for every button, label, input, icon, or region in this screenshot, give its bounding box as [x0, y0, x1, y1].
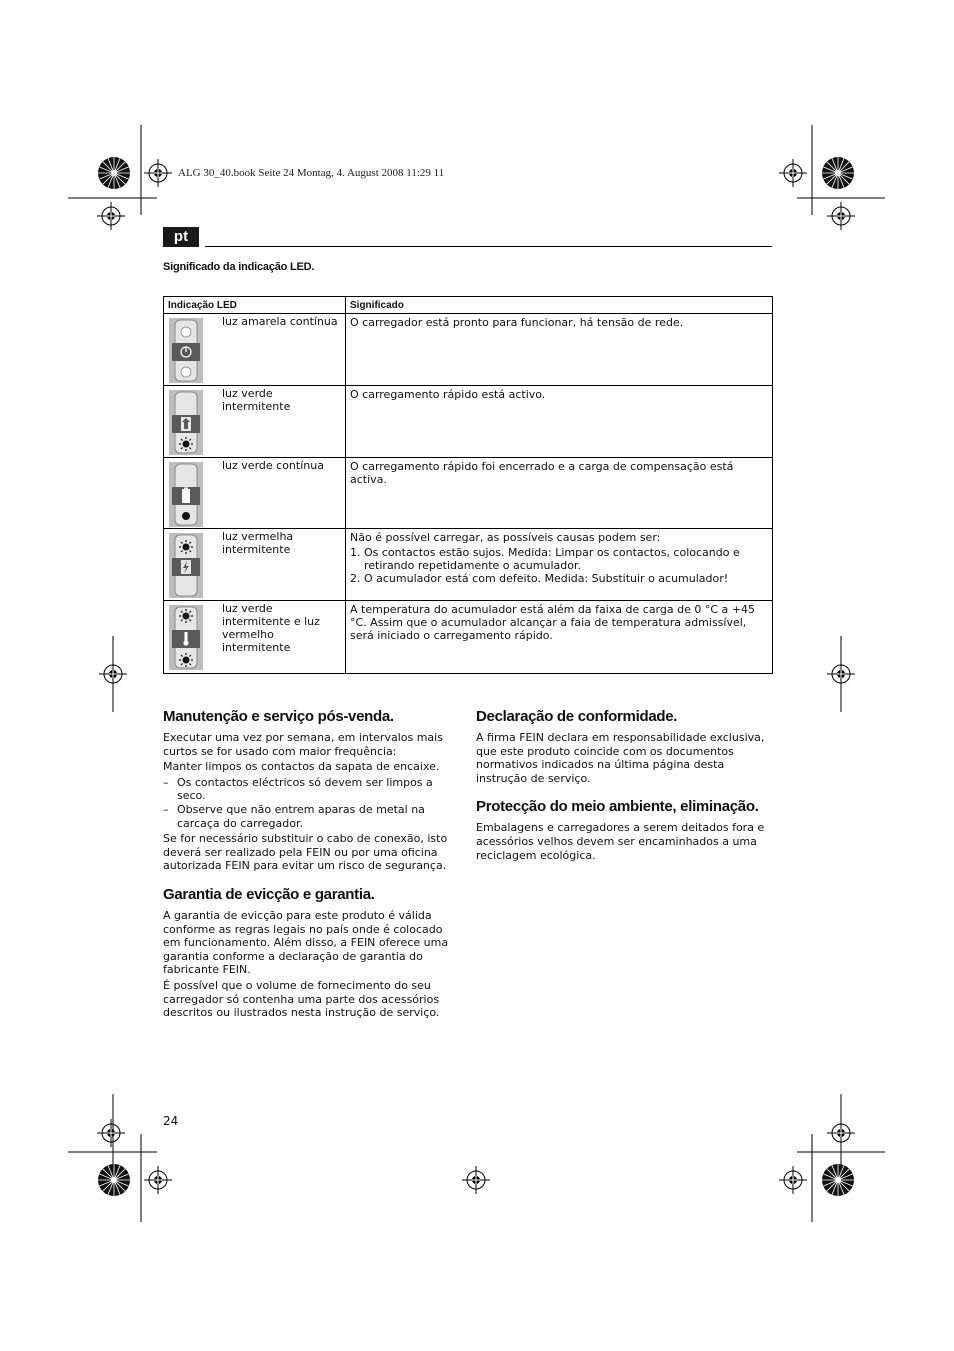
- maintenance-paragraph: Se for necessário substituir o cabo de conexão, isto deverá ser realizado pela FEIN ou por uma oficina autorizada FEIN para evitar um risco de segurança.: [163, 832, 448, 873]
- language-badge: pt: [163, 227, 199, 247]
- maintenance-heading: Manutenção e serviço pós-venda.: [163, 708, 394, 725]
- cause-list: [350, 546, 768, 585]
- meaning-text: O carregador está pronto para funcionar, há tensão de rede.: [350, 316, 684, 329]
- list-dash: –: [163, 775, 169, 789]
- maintenance-paragraph: Executar uma vez por semana, em intervalos mais curtos se for usado com maior frequência:: [163, 731, 443, 758]
- page-number: 24: [163, 1114, 179, 1128]
- led-table-row: [164, 529, 773, 601]
- led-table-row: [164, 386, 773, 458]
- section-heading: Significado da indicação LED.: [163, 261, 315, 273]
- meaning-cell: [346, 529, 773, 601]
- maintenance-paragraph: Manter limpos os contactos da sapata de encaixe.: [163, 760, 440, 774]
- print-header: ALG 30_40.book Seite 24 Montag, 4. August 2008 11:29 11: [178, 167, 445, 179]
- list-dash: –: [163, 802, 169, 816]
- cause-item: 2. O acumulador está com defeito. Medida: Substituir o acumulador!: [350, 572, 729, 585]
- maintenance-list-item: – Observe que não entrem aparas de metal na carcaça do carregador.: [163, 802, 425, 830]
- cause-item: 1. Os contactos estão sujos. Medida: Limpar os contactos, colocando e retirando repetidamente o acumulador.: [350, 546, 740, 572]
- led-cell: [164, 529, 346, 601]
- meaning-cell: [346, 386, 773, 458]
- conformity-heading: Declaração de conformidade.: [476, 708, 678, 725]
- right-column: [476, 708, 772, 864]
- led-table-row: [164, 314, 773, 386]
- meaning-cell: [346, 458, 773, 529]
- charger-fast-charging-icon: [169, 390, 203, 455]
- meaning-cell: [346, 314, 773, 386]
- maintenance-list-item: – Os contactos eléctricos só devem ser limpos a seco.: [163, 775, 433, 803]
- led-table-header-indication: Indicação LED: [164, 297, 346, 314]
- left-column: [163, 708, 459, 1022]
- led-cell: [164, 386, 346, 458]
- warranty-paragraph: É possível que o volume de fornecimento do seu carregador só contenha uma parte dos acessórios descritos ou ilustrados nesta instrução de serviço.: [163, 978, 440, 1020]
- led-cell: [164, 458, 346, 529]
- maintenance-list: [163, 776, 459, 830]
- meaning-text: A temperatura do acumulador está além da faixa de carga de 0 °C a +45 °C. Assim que o acumulador alcançar a faia de temperatura admissível, será iniciado o carregamento rápido.: [350, 603, 755, 642]
- led-label: luz verde intermitente e luz vermelho intermitente: [222, 602, 320, 654]
- charger-charged-icon: [169, 462, 203, 527]
- meaning-text: O carregamento rápido está activo.: [350, 388, 546, 401]
- header-rule: [205, 246, 772, 247]
- environment-heading: Protecção do meio ambiente, eliminação.: [476, 798, 759, 816]
- led-table: [163, 296, 773, 674]
- conformity-paragraph: A firma FEIN declara em responsabilidade exclusiva, que este produto coincide com os documentos normativos indicados na última página desta instrução de serviço.: [476, 731, 765, 785]
- led-table-header-meaning: Significado: [346, 297, 773, 314]
- led-label: luz amarela contínua: [222, 315, 338, 328]
- led-table-row: [164, 458, 773, 529]
- led-cell: [164, 601, 346, 674]
- led-label: luz verde intermitente: [222, 387, 291, 413]
- led-table-row: [164, 601, 773, 674]
- warranty-heading: Garantia de evicção e garantia.: [163, 885, 375, 903]
- meaning-cell: [346, 601, 773, 674]
- led-label: luz vermelha intermitente: [222, 530, 294, 556]
- environment-paragraph: Embalagens e carregadores a serem deitados fora e acessórios velhos devem ser encaminhados a uma reciclagem ecológica.: [476, 821, 765, 862]
- charger-fault-icon: [169, 533, 203, 598]
- warranty-paragraph: A garantia de evicção para este produto é válida conforme as regras legais no país onde é colocado em funcionamento. Além disso, a FEIN oferece uma garantia conforme a declaração de garantia do fabricante FEIN.: [163, 908, 449, 977]
- led-cell: [164, 314, 346, 386]
- meaning-text: O carregamento rápido foi encerrado e a carga de compensação está activa.: [350, 460, 734, 486]
- charger-standby-icon: [169, 318, 203, 383]
- led-label: luz verde contínua: [222, 459, 324, 472]
- charger-temperature-icon: [169, 605, 203, 670]
- led-table-header-row: [164, 297, 773, 314]
- meaning-text: Não é possível carregar, as possíveis causas podem ser:: [350, 531, 661, 544]
